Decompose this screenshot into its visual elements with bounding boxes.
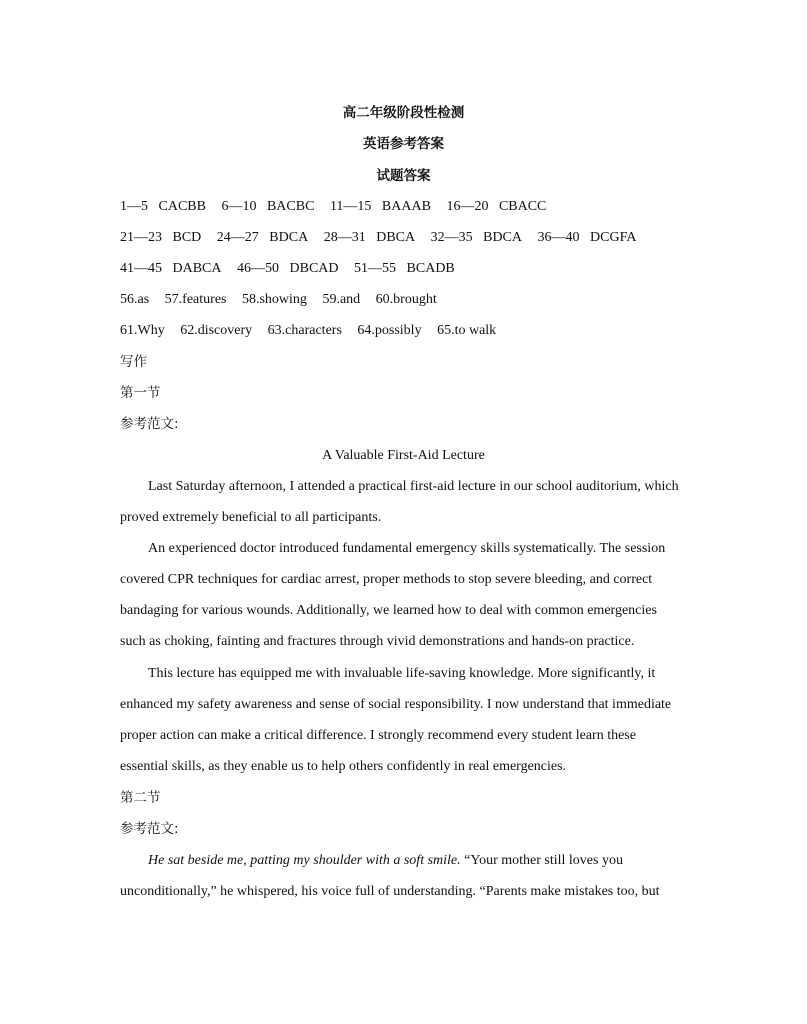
fill-answer: 63.characters [267,323,342,338]
essay-line: proper action can make a critical difference. I strongly recommend every student learn these [120,728,636,743]
fill-answer: 65.to walk [437,323,497,338]
answer-range: 6—10 [221,199,257,214]
answer-range: 16—20 [446,199,489,214]
answer-row-1 [120,198,546,216]
essay-line: enhanced my safety awareness and sense of social responsibility. I now understand that immediate [120,697,672,712]
answer-range: 28—31 [323,230,366,245]
answer-row-2 [120,229,636,247]
fill-answer: 58.showing [241,292,307,307]
answer-letters: BAAAB [381,199,431,214]
story-text: “Your mother still loves you [460,853,623,868]
story-opening-sentence: He sat beside me, patting my shoulder with a soft smile. [148,853,461,868]
answer-range: 24—27 [216,230,259,245]
essay-line: bandaging for various wounds. Additionally, we learned how to deal with common emergencies [120,603,657,618]
document-subtitle: 英语参考答案 [363,136,444,152]
answer-letters: DCGFA [590,230,637,245]
answer-letters: BDCA [269,230,309,245]
answer-range: 21—23 [120,230,162,245]
essay-line: Last Saturday afternoon, I attended a practical first-aid lecture in our school auditorium, which [148,479,679,494]
essay-line: such as choking, fainting and fractures through vivid demonstrations and hands-on practice. [120,634,635,649]
answer-letters: DBCAD [289,261,339,276]
story-line-2: unconditionally,” he whispered, his voice full of understanding. “Parents make mistakes too, but [120,884,660,899]
answer-letters: BACBC [266,199,315,214]
answer-letters: DBCA [376,230,416,245]
fill-answer: 62.discovery [180,323,253,338]
answer-letters: DABCA [172,261,222,276]
essay-line: An experienced doctor introduced fundamental emergency skills systematically. The session [148,541,666,556]
fill-answer: 57.features [164,292,227,307]
part2-label: 第二节 [120,790,161,806]
part1-label: 第一节 [120,385,161,401]
document-title: 高二年级阶段性检测 [342,105,465,121]
section-heading-answers: 试题答案 [376,168,431,184]
fill-answer: 64.possibly [357,323,422,338]
answer-range: 1—5 [120,199,148,214]
answer-letters: BCD [172,230,202,245]
essay-line: This lecture has equipped me with invaluable life-saving knowledge. More significantly, it [148,666,656,681]
fill-answer: 59.and [322,292,361,307]
fill-answer: 60.brought [375,292,437,307]
fill-answer: 56.as [120,292,150,307]
answer-range: 32—35 [430,230,473,245]
answer-row-4 [120,291,437,309]
story-line-1 [148,852,623,870]
essay-line: essential skills, as they enable us to help others confidently in real emergencies. [120,759,567,774]
answer-range: 36—40 [537,230,580,245]
writing-label: 写作 [120,354,147,370]
answer-letters: BDCA [483,230,523,245]
answer-range: 46—50 [237,261,280,276]
answer-row-3 [120,260,455,278]
answer-range: 51—55 [354,261,397,276]
essay-title: A Valuable First-Aid Lecture [322,448,485,463]
part2-reference-label: 参考范文: [120,821,179,837]
answer-row-5 [120,322,496,340]
essay-line: covered CPR techniques for cardiac arrest, proper methods to stop severe bleeding, and correct [120,572,653,587]
essay-line: proved extremely beneficial to all participants. [120,510,382,525]
answer-letters: CBACC [498,199,547,214]
answer-range: 11—15 [329,199,372,214]
part1-reference-label: 参考范文: [120,416,179,432]
answer-letters: CACBB [158,199,206,214]
answer-letters: BCADB [406,261,455,276]
answer-range: 41—45 [120,261,162,276]
fill-answer: 61.Why [120,323,165,338]
